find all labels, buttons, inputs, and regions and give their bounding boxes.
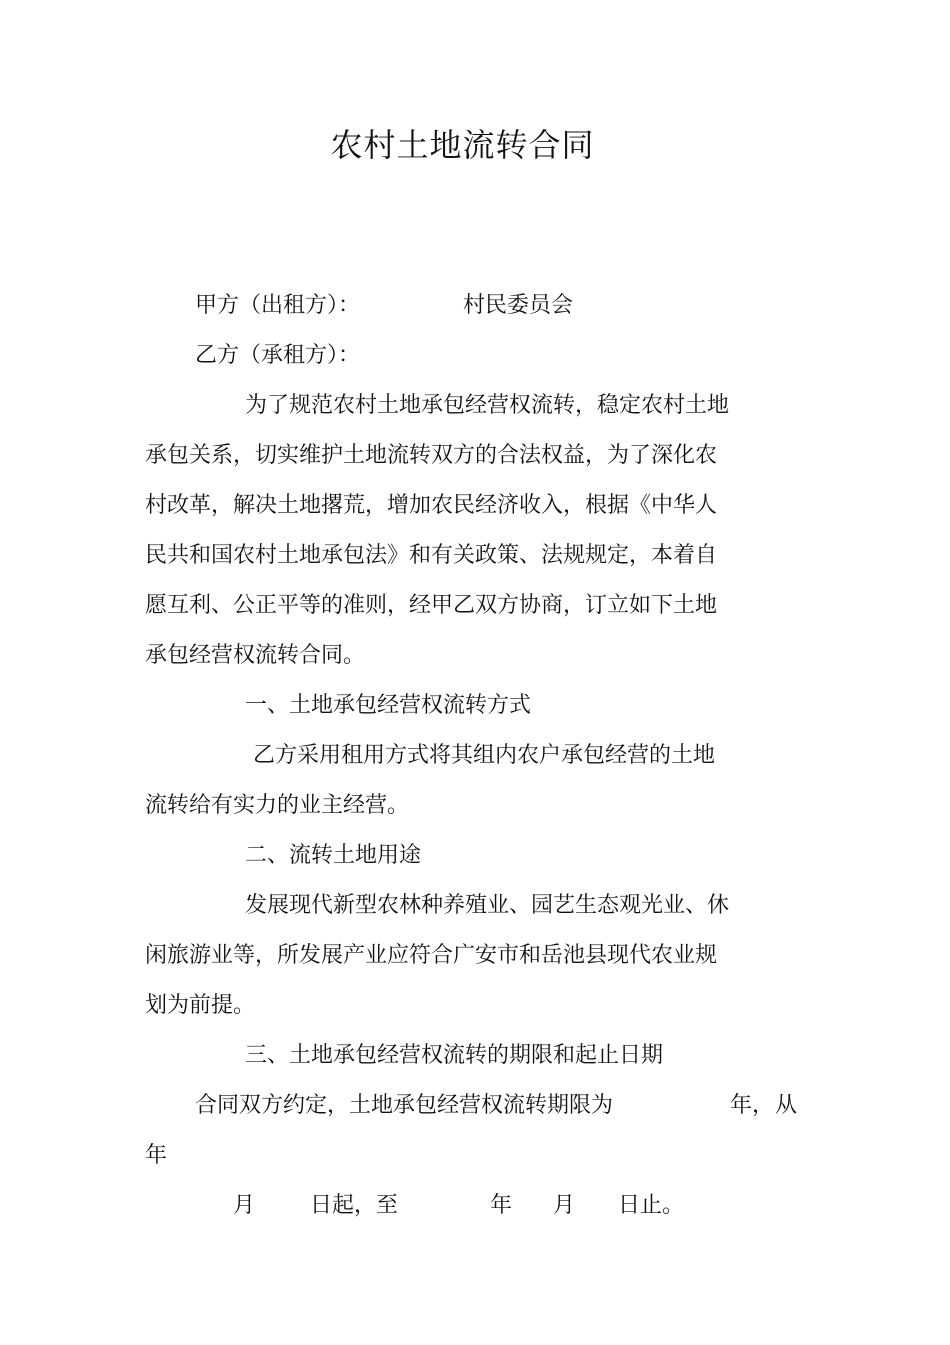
party-a-value: 村民委员会	[463, 293, 574, 318]
section-2-body-line: 闲旅游业等，所发展产业应符合广安市和岳池县现代农业规	[145, 943, 718, 968]
party-b-label: 乙方（承租方）：	[195, 343, 361, 368]
section-3-term-text: 合同双方约定，土地承包经营权流转期限为	[195, 1093, 614, 1118]
section-1-body-line: 乙方采用租用方式将其组内农户承包经营的土地	[253, 743, 716, 768]
section-3-day-to: 日止。	[618, 1193, 685, 1218]
preamble-line: 为了规范农村土地承包经营权流转，稳定农村土地	[245, 393, 730, 418]
preamble-line: 承包关系，切实维护土地流转双方的合法权益，为了深化农	[145, 443, 718, 468]
preamble-line: 承包经营权流转合同。	[145, 643, 366, 668]
section-3-term-year: 年，	[730, 1093, 775, 1118]
preamble-line: 愿互利、公正平等的准则，经甲乙双方协商，订立如下土地	[145, 593, 718, 618]
section-3-year-2: 年	[490, 1193, 513, 1218]
section-1-body-line: 流转给有实力的业主经营。	[145, 793, 410, 818]
section-3-day-from: 日起，至	[310, 1193, 399, 1218]
section-1-heading: 一、土地承包经营权流转方式	[245, 693, 532, 718]
section-3-heading: 三、土地承包经营权流转的期限和起止日期	[245, 1043, 664, 1068]
section-3-month-1: 月	[233, 1193, 256, 1218]
section-3-month-2: 月	[553, 1193, 576, 1218]
section-2-body-line: 划为前提。	[145, 993, 256, 1018]
section-3-year-label: 年	[145, 1143, 168, 1168]
preamble-line: 村改革，解决土地撂荒，增加农民经济收入，根据《中华人	[145, 493, 718, 518]
document-title: 农村土地流转合同	[330, 126, 595, 164]
preamble-line: 民共和国农村土地承包法》和有关政策、法规规定，本着自	[145, 543, 718, 568]
section-3-term-from: 从	[775, 1093, 798, 1118]
section-2-body-line: 发展现代新型农林种养殖业、园艺生态观光业、休	[245, 893, 730, 918]
section-2-heading: 二、流转土地用途	[245, 843, 422, 868]
party-a-label: 甲方（出租方）：	[195, 293, 361, 318]
